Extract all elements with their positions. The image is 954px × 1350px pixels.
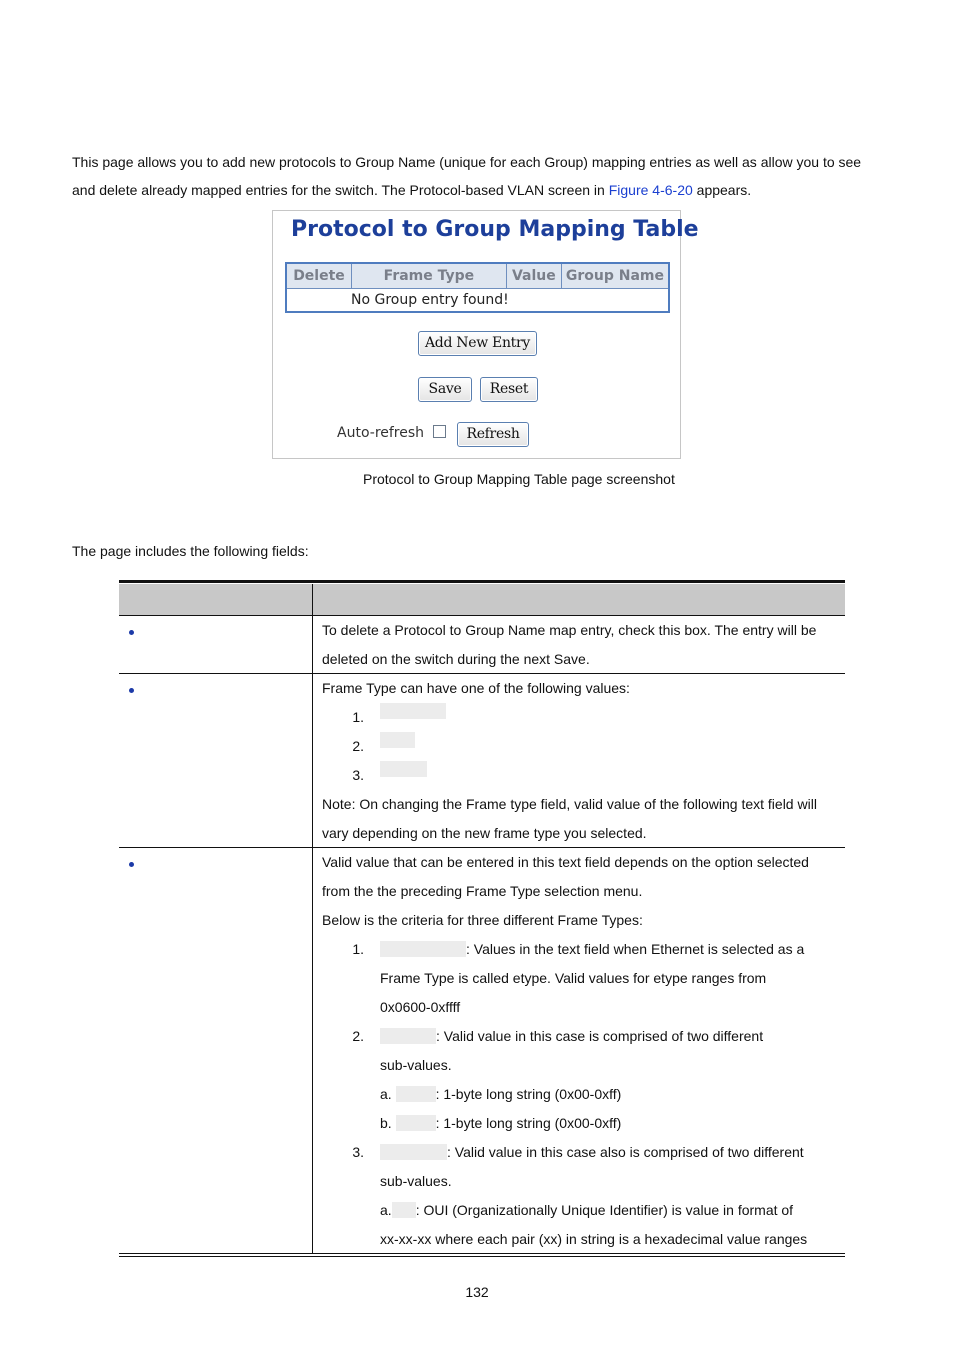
sub-item: a. : OUI (Organizationally Unique Identifier) is value in format of <box>380 1202 794 1218</box>
bullet-icon <box>129 862 134 867</box>
col-value: Value <box>506 263 561 289</box>
list-item-cont: xx-xx-xx where each pair (xx) in string is a hexadecimal value ranges <box>380 1231 808 1247</box>
page-number: 132 <box>465 1284 489 1300</box>
list-item: 3. : Valid value in this case also is comprised of two different <box>352 1144 804 1160</box>
col-group-name: Group Name <box>561 263 669 289</box>
sub-item: b. : 1-byte long string (0x00-0xff) <box>380 1115 622 1131</box>
frame-type-desc: Frame Type can have one of the following values: <box>322 680 630 696</box>
empty-message: No Group entry found! <box>286 289 669 313</box>
intro-line-2-text: and delete already mapped entries for the switch. The Protocol-based VLAN screen in <box>72 182 609 198</box>
col-delete: Delete <box>286 263 351 289</box>
value-desc-2: from the the preceding Frame Type selection menu. <box>322 883 643 899</box>
table-header-row <box>119 583 845 615</box>
list-item-cont: Frame Type is called etype. Valid values for etype ranges from <box>380 970 767 986</box>
value-desc-3: Below is the criteria for three different Frame Types: <box>322 912 643 928</box>
mapping-table-header <box>286 263 669 289</box>
delete-desc-1: To delete a Protocol to Group Name map entry, check this box. The entry will be <box>322 622 817 638</box>
value-desc-1: Valid value that can be entered in this text field depends on the option selected <box>322 854 809 870</box>
list-item: 2. <box>322 732 839 761</box>
figure-caption: Protocol to Group Mapping Table page screenshot <box>363 471 675 487</box>
refresh-button[interactable]: Refresh <box>457 422 529 447</box>
reset-button[interactable]: Reset <box>480 377 538 402</box>
intro-line-2 <box>72 176 892 204</box>
frame-type-note-2: vary depending on the new frame type you selected. <box>322 825 647 841</box>
bullet-icon <box>129 688 134 693</box>
intro-paragraph <box>72 148 892 204</box>
screenshot-figure <box>272 210 699 459</box>
fields-table <box>119 580 845 1257</box>
list-item: 1. : Values in the text field when Ethernet is selected as a <box>352 941 805 957</box>
figure-title: Protocol to Group Mapping Table <box>291 217 699 242</box>
table-row-delete <box>119 615 845 673</box>
list-item: 3. <box>322 761 839 790</box>
figure-link[interactable]: Figure 4-6-20 <box>608 182 693 198</box>
list-item: 1. <box>322 703 839 732</box>
save-button[interactable]: Save <box>418 377 472 402</box>
mapping-table <box>285 262 670 313</box>
frame-type-note-1: Note: On changing the Frame type field, valid value of the following text field will <box>322 796 817 812</box>
bullet-icon <box>129 630 134 635</box>
col-frame-type: Frame Type <box>351 263 506 289</box>
list-item-cont: sub-values. <box>380 1057 452 1073</box>
list-item: 2. : Valid value in this case is comprised of two different <box>352 1028 764 1044</box>
intro-line-1: This page allows you to add new protocols to Group Name (unique for each Group) mapping entries as well as allow you to see <box>72 154 862 170</box>
table-row-frame-type <box>119 673 845 847</box>
auto-refresh-label: Auto-refresh <box>337 425 425 441</box>
empty-row <box>286 289 669 313</box>
delete-desc-2: deleted on the switch during the next Save. <box>322 651 590 667</box>
intro-line-2-tail: appears. <box>692 182 752 198</box>
auto-refresh-checkbox[interactable] <box>433 425 446 438</box>
fields-intro: The page includes the following fields: <box>72 543 309 559</box>
list-item-cont: sub-values. <box>380 1173 452 1189</box>
sub-item: a. : 1-byte long string (0x00-0xff) <box>380 1086 622 1102</box>
add-new-entry-button[interactable]: Add New Entry <box>418 331 537 356</box>
list-item-cont: 0x0600-0xffff <box>380 999 461 1015</box>
table-row-value <box>119 847 845 1253</box>
